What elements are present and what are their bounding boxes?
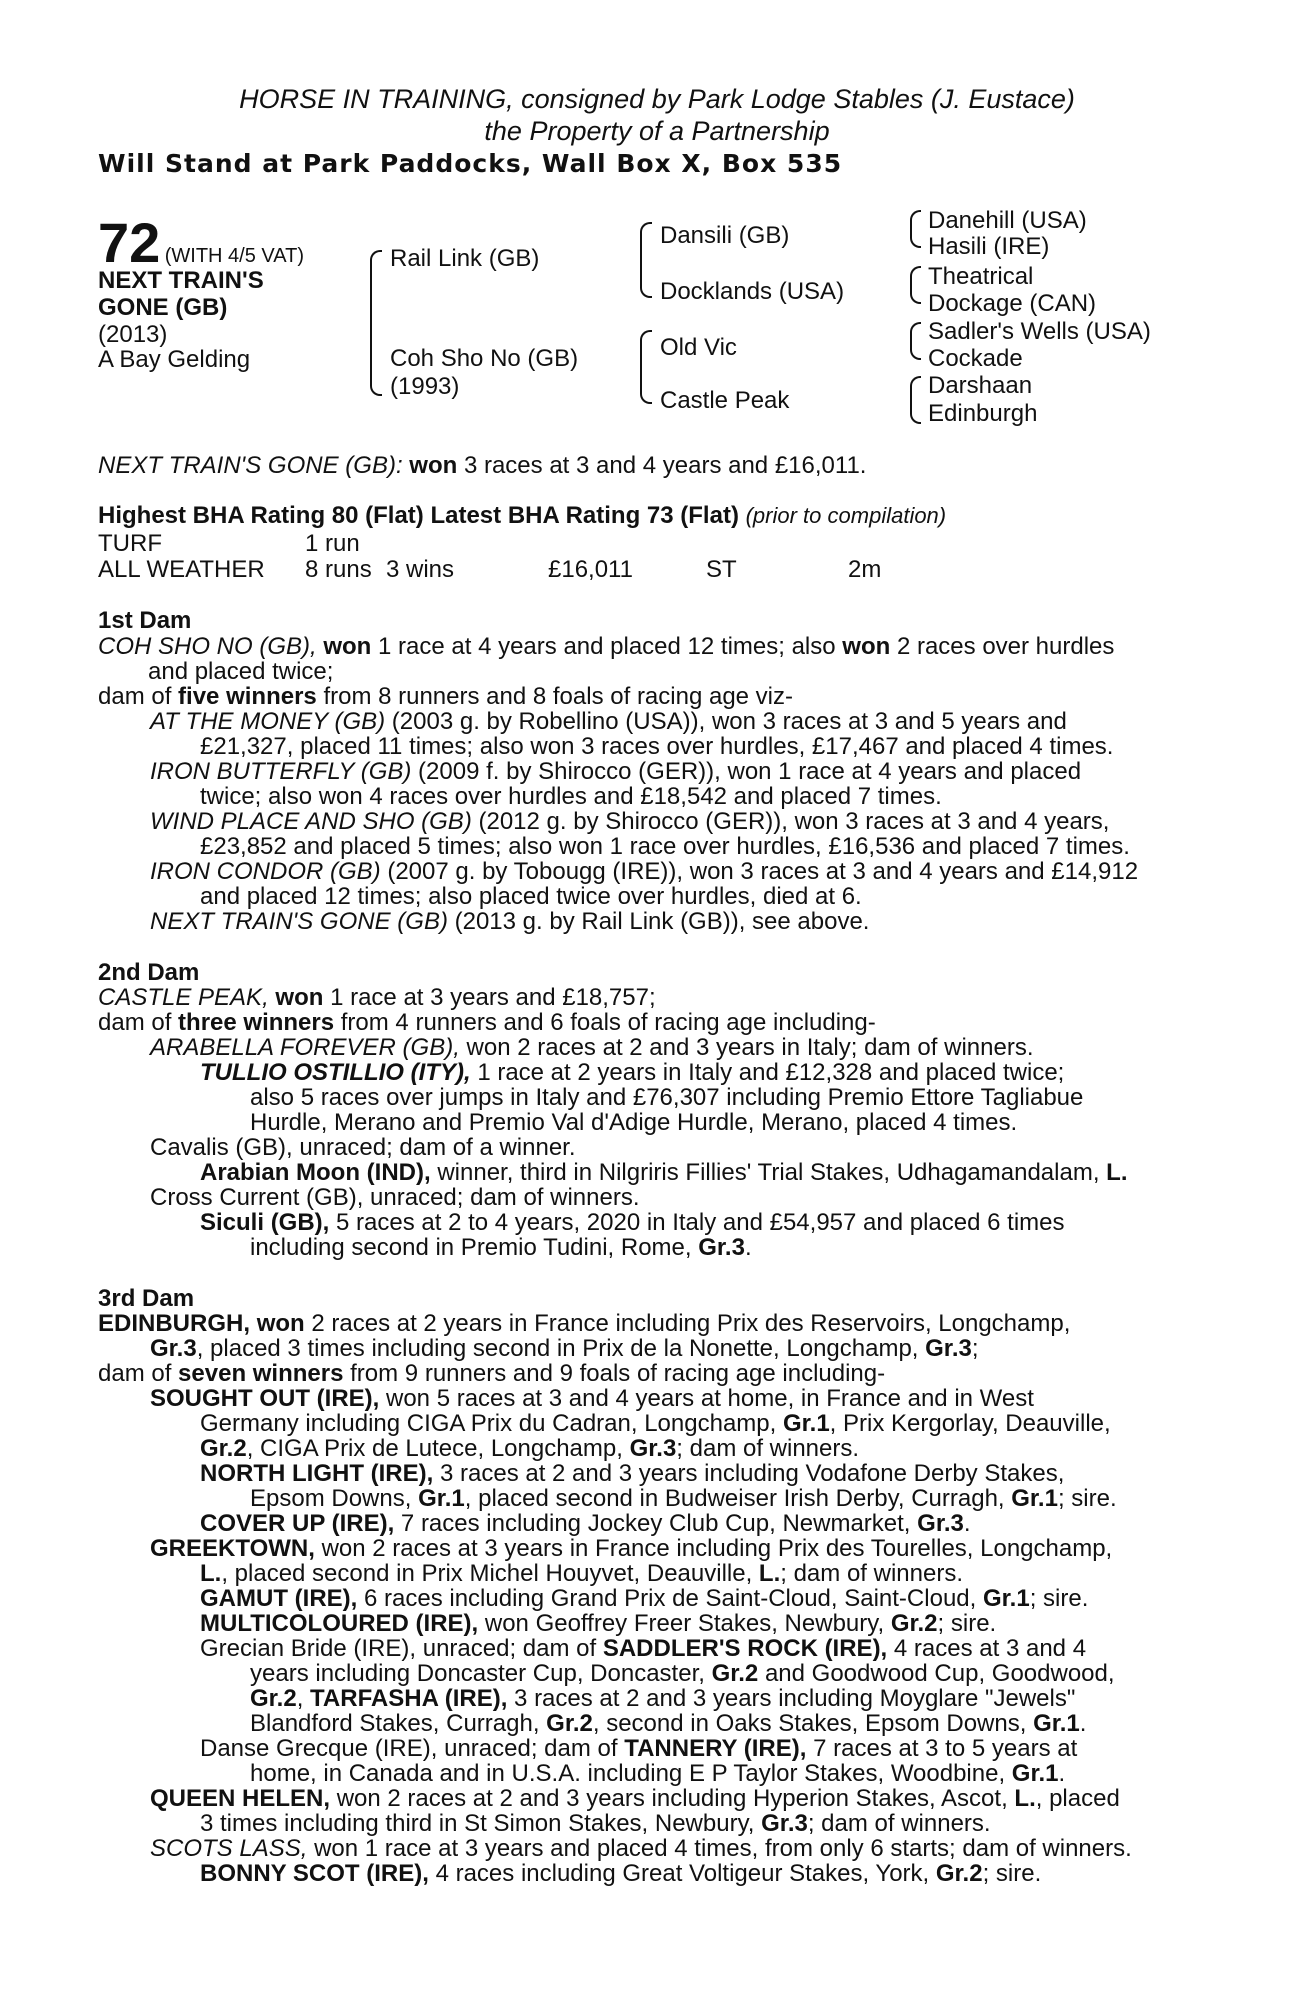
dam3-line3: dam of seven winners from 9 runners and 9 foals of racing age including- [98,1360,886,1387]
turf-runs: 1 run [305,530,360,557]
aw-label: ALL WEATHER [98,556,265,583]
dam3-b8: Blandford Stakes, Curragh, Gr.2, second in Oaks Stakes, Epsom Downs, Gr.1. [250,1710,1087,1737]
dam2-progeny-1: ARABELLA FOREVER (GB), won 2 races at 2 and 3 years in Italy; dam of winners. [150,1034,1034,1061]
dam3-b10: home, in Canada and in U.S.A. including E P Taylor Stakes, Woodbine, Gr.1. [250,1760,1066,1787]
dam3-b4: MULTICOLOURED (IRE), won Geoffrey Freer Stakes, Newbury, Gr.2; sire. [200,1610,997,1637]
dam3-line1: EDINBURGH, won 2 races at 2 years in France including Prix des Reservoirs, Longchamp, [98,1310,1071,1337]
dam3-c1: QUEEN HELEN, won 2 races at 2 and 3 years including Hyperion Stakes, Ascot, L., placed [150,1785,1120,1812]
lot-vat: (WITH 4/5 VAT) [164,245,305,267]
dam-line-brace [640,330,652,404]
dam-dam: Castle Peak [660,387,790,414]
aw-distance: 2m [848,556,882,583]
lot-number-block [98,210,304,275]
sire-line-brace [640,222,652,298]
dam-sire: Old Vic [660,334,737,361]
dam1-progeny-5: NEXT TRAIN'S GONE (GB) (2013 g. by Rail Link (GB)), see above. [150,908,870,935]
dam2-heading: 2nd Dam [98,959,200,986]
horse-description: A Bay Gelding [98,346,251,373]
gen3-1: Danehill (USA) [928,207,1087,234]
dam1-progeny-4: IRON CONDOR (GB) (2007 g. by Tobougg (IRE)), won 3 races at 3 and 4 years and £14,912 [150,858,1139,885]
brace-4 [910,376,921,424]
dam2-progeny-3: Cavalis (GB), unraced; dam of a winner. [150,1134,576,1161]
aw-wins: 3 wins [386,556,455,583]
gen3-4: Dockage (CAN) [928,290,1097,317]
sire-dam: Docklands (USA) [660,278,845,305]
horse-year: (2013) [98,321,168,348]
dam1-heading: 1st Dam [98,607,192,634]
dam1-progeny-1b: £21,327, placed 11 times; also won 3 races over hurdles, £17,467 and placed 4 times. [200,733,1114,760]
dam3-a4: NORTH LIGHT (IRE), 3 races at 2 and 3 years including Vodafone Derby Stakes, [200,1460,1065,1487]
race-summary: NEXT TRAIN'S GONE (GB): won 3 races at 3 and 4 years and £16,011. [98,452,867,479]
dam3-b5: Grecian Bride (IRE), unraced; dam of SADDLER'S ROCK (IRE), 4 races at 3 and 4 [200,1635,1087,1662]
dam3-b6: years including Doncaster Cup, Doncaster, Gr.2 and Goodwood Cup, Goodwood, [250,1660,1115,1687]
dam1-line2: and placed twice; [148,658,334,685]
dam3-d2: BONNY SCOT (IRE), 4 races including Great Voltigeur Stakes, York, Gr.2; sire. [200,1860,1042,1887]
gen3-8: Edinburgh [928,400,1038,427]
dam2-progeny-2: TULLIO OSTILLIO (ITY), 1 race at 2 years in Italy and £12,328 and placed twice; [200,1059,1065,1086]
gen3-6: Cockade [928,345,1023,372]
aw-money: £16,011 [548,556,633,583]
header-title: HORSE IN TRAINING, consigned by Park Lodge Stables (J. Eustace) [239,84,1075,114]
dam2-progeny-6: Siculi (GB), 5 races at 2 to 4 years, 2020 in Italy and £54,957 and placed 6 times [200,1209,1065,1236]
horse-name-line2: GONE (GB) [98,294,228,321]
dam2-progeny-2b: also 5 races over jumps in Italy and £76,307 including Premio Ettore Tagliabue [250,1084,1084,1111]
brace-3 [910,322,921,360]
horse-name-line1: NEXT TRAIN'S [98,267,264,294]
dam3-b7: Gr.2, TARFASHA (IRE), 3 races at 2 and 3 years including Moyglare "Jewels" [250,1685,1076,1712]
gen3-5: Sadler's Wells (USA) [928,318,1151,345]
dam1-line1: COH SHO NO (GB), won 1 race at 4 years and placed 12 times; also won 2 races over hurdles [98,633,1115,660]
dam3-heading: 3rd Dam [98,1285,195,1312]
dam3-b2: L., placed second in Prix Michel Houyvet, Deauville, L.; dam of winners. [200,1560,963,1587]
dam3-line2: Gr.3, placed 3 times including second in Prix de la Nonette, Longchamp, Gr.3; [150,1335,979,1362]
dam3-b1: GREEKTOWN, won 2 races at 3 years in France including Prix des Tourelles, Longchamp, [150,1535,1113,1562]
dam: Coh Sho No (GB) [390,345,579,372]
brace-2 [910,266,921,304]
dam1-progeny-4b: and placed 12 times; also placed twice over hurdles, died at 6. [200,883,862,910]
gen3-7: Darshaan [928,372,1033,399]
dam2-progeny-4: Arabian Moon (IND), winner, third in Nilgriris Fillies' Trial Stakes, Udhagamandalam, L. [200,1159,1128,1186]
aw-st: ST [706,556,737,583]
turf-label: TURF [98,530,162,557]
gen3-3: Theatrical [928,263,1034,290]
dam3-d1: SCOTS LASS, won 1 race at 3 years and placed 4 times, from only 6 starts; dam of winners. [150,1835,1132,1862]
dam3-a5: Epsom Downs, Gr.1, placed second in Budweiser Irish Derby, Curragh, Gr.1; sire. [250,1485,1117,1512]
dam1-line3: dam of five winners from 8 runners and 8 foals of racing age viz- [98,683,794,710]
dam3-a1: SOUGHT OUT (IRE), won 5 races at 3 and 4 years at home, in France and in West [150,1385,1034,1412]
dam3-b9: Danse Grecque (IRE), unraced; dam of TANNERY (IRE), 7 races at 3 to 5 years at [200,1735,1078,1762]
sire-sire: Dansili (GB) [660,222,790,249]
dam2-line1: CASTLE PEAK, won 1 race at 3 years and £18,757; [98,984,656,1011]
dam3-c2: 3 times including third in St Simon Stakes, Newbury, Gr.3; dam of winners. [200,1810,991,1837]
dam2-line2: dam of three winners from 4 runners and 6 foals of racing age including- [98,1009,876,1036]
brace-1 [910,210,921,248]
dam2-progeny-5: Cross Current (GB), unraced; dam of winners. [150,1184,640,1211]
lot-number: 72 [98,211,161,274]
dam1-progeny-2: IRON BUTTERFLY (GB) (2009 f. by Shirocco (GER)), won 1 race at 4 years and placed [150,758,1082,785]
dam1-progeny-2b: twice; also won 4 races over hurdles and £18,542 and placed 7 times. [200,783,942,810]
header-location: Will Stand at Park Paddocks, Wall Box X, Box 535 [98,149,843,178]
sire: Rail Link (GB) [390,245,540,272]
dam3-a2: Germany including CIGA Prix du Cadran, Longchamp, Gr.1, Prix Kergorlay, Deauville, [200,1410,1111,1437]
dam2-progeny-2c: Hurdle, Merano and Premio Val d'Adige Hurdle, Merano, placed 4 times. [250,1109,1018,1136]
aw-runs: 8 runs [305,556,372,583]
bha-rating: Highest BHA Rating 80 (Flat) Latest BHA Rating 73 (Flat) (prior to compilation) [98,502,947,529]
dam1-progeny-3: WIND PLACE AND SHO (GB) (2012 g. by Shirocco (GER)), won 3 races at 3 and 4 years, [150,808,1110,835]
dam3-b3: GAMUT (IRE), 6 races including Grand Prix de Saint-Cloud, Saint-Cloud, Gr.1; sire. [200,1585,1089,1612]
sire-dam-brace [370,250,382,396]
gen3-2: Hasili (IRE) [928,233,1050,260]
dam-year: (1993) [390,373,460,400]
dam3-a3: Gr.2, CIGA Prix de Lutece, Longchamp, Gr.3; dam of winners. [200,1435,860,1462]
dam1-progeny-3b: £23,852 and placed 5 times; also won 1 race over hurdles, £16,536 and placed 7 times. [200,833,1130,860]
dam3-a6: COVER UP (IRE), 7 races including Jockey Club Cup, Newmarket, Gr.3. [200,1510,971,1537]
dam1-progeny-1: AT THE MONEY (GB) (2003 g. by Robellino (USA)), won 3 races at 3 and 5 years and [150,708,1067,735]
header-subtitle: the Property of a Partnership [484,116,830,146]
dam2-progeny-6b: including second in Premio Tudini, Rome, Gr.3. [250,1234,752,1261]
